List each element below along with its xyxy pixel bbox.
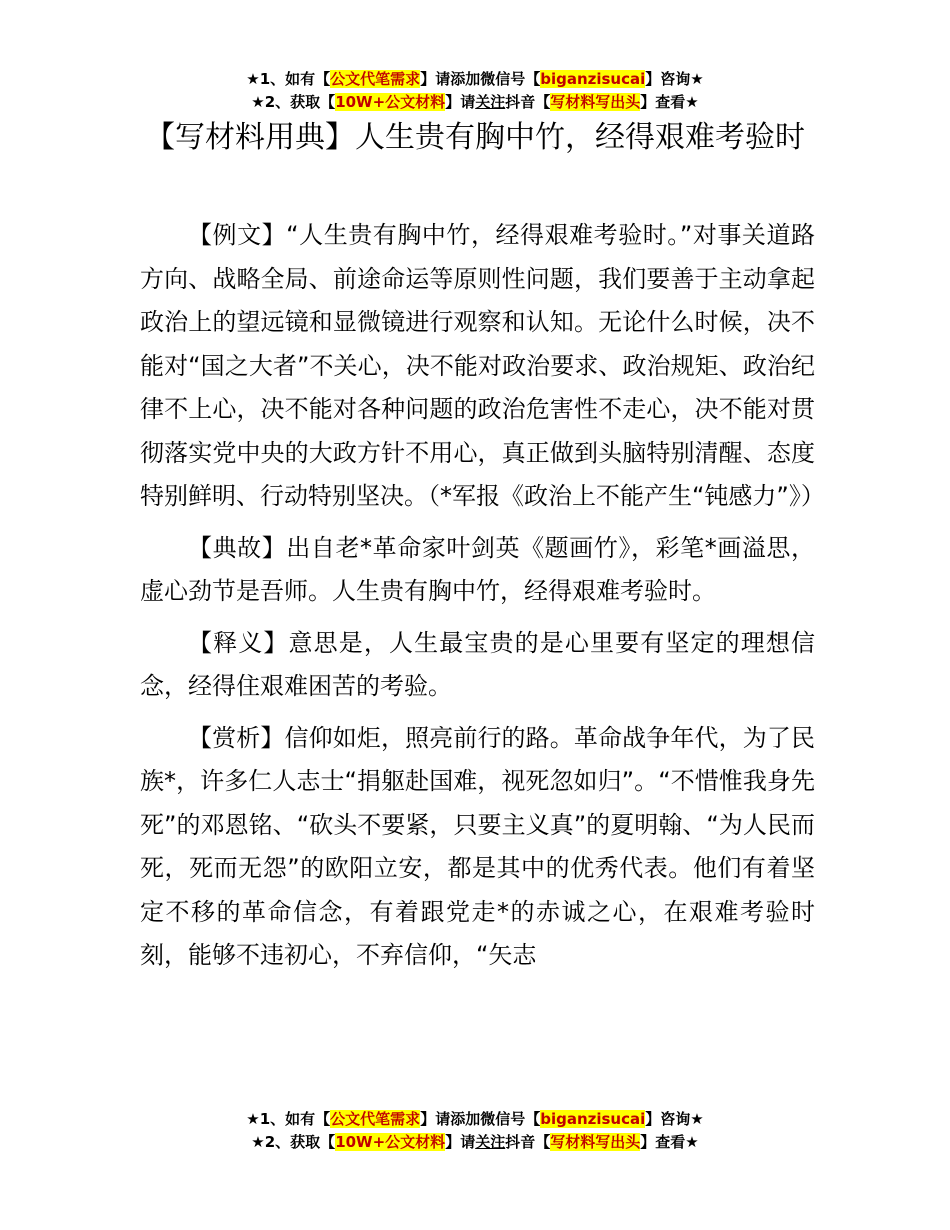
banner-text: 】请 <box>445 93 476 111</box>
banner-underlined-follow: 关注 <box>475 93 506 111</box>
banner-highlight-service: 公文代笔需求 <box>330 1110 421 1128</box>
banner-highlight-douyin: 写材料写出头 <box>550 93 641 111</box>
banner-text: ★2、获取【 <box>251 1133 336 1151</box>
paragraph-example: 【例文】“人生贵有胸中竹，经得艰难考验时。”对事关道路方向、战略全局、前途命运等原则性问题，我们要善于主动拿起政治上的望远镜和显微镜进行观察和认知。无论什么时候，决不能对“国之大者”不关心，决不能对政治要求、政治规矩、政治纪律不上心，决不能对各种问题的政治危害性不走心，决不能对贯彻落实党中央的大政方针不用心，真正做到头脑特别清醒、态度特别鲜明、行动特别坚决。（*军报《政治上不能产生“钝感力”》） <box>140 221 825 510</box>
banner-highlight-service: 公文代笔需求 <box>330 70 421 88</box>
banner-line-1 <box>0 68 950 91</box>
banner-text: 抖音【 <box>505 93 551 111</box>
footer-banner <box>0 1108 950 1154</box>
paragraph-allusion: 【典故】出自老*革命家叶剑英《题画竹》，彩笔*画溢思，虚心劲节是吾师。人生贵有胸中竹，经得艰难考验时。 <box>140 533 815 605</box>
banner-text: ★2、获取【 <box>251 93 336 111</box>
banner-text: 抖音【 <box>505 1133 551 1151</box>
banner-text: 】查看★ <box>640 93 699 111</box>
banner-text: 】咨询★ <box>645 70 704 88</box>
banner-text: 】咨询★ <box>645 1110 704 1128</box>
banner-line-2 <box>0 91 950 114</box>
banner-underlined-follow: 关注 <box>475 1133 506 1151</box>
banner-text: 】请添加微信号【 <box>420 1110 541 1128</box>
banner-highlight-douyin: 写材料写出头 <box>550 1133 641 1151</box>
paragraph-appreciation: 【赏析】信仰如炬，照亮前行的路。革命战争年代，为了民族*，许多仁人志士“捐躯赴国难，视死忽如归”。“不惜惟我身先死”的邓恩铭、“砍头不要紧，只要主义真”的夏明翰、“为人民而死，死而无怨”的欧阳立安，都是其中的优秀代表。他们有着坚定不移的革命信念，有着跟党走*的赤诚之心，在艰难考验时刻，能够不违初心，不弃信仰，“矢志 <box>140 723 815 969</box>
banner-highlight-wechat-id: biganzisucai <box>540 1110 646 1128</box>
banner-line-1 <box>0 1108 950 1131</box>
banner-line-2 <box>0 1131 950 1154</box>
banner-text: ★1、如有【 <box>246 1110 331 1128</box>
document-body <box>140 214 825 986</box>
banner-text: 】请 <box>445 1133 476 1151</box>
banner-text: ★1、如有【 <box>246 70 331 88</box>
paragraph-meaning: 【释义】意思是，人生最宝贵的是心里要有坚定的理想信念，经得住艰难困苦的考验。 <box>140 628 815 700</box>
banner-text: 】请添加微信号【 <box>420 70 541 88</box>
banner-highlight-wechat-id: biganzisucai <box>540 70 646 88</box>
document-title: 【写材料用典】人生贵有胸中竹，经得艰难考验时 <box>145 120 805 155</box>
banner-highlight-materials: 10W+公文材料 <box>335 93 446 111</box>
header-banner <box>0 68 950 114</box>
banner-highlight-materials: 10W+公文材料 <box>335 1133 446 1151</box>
banner-text: 】查看★ <box>640 1133 699 1151</box>
